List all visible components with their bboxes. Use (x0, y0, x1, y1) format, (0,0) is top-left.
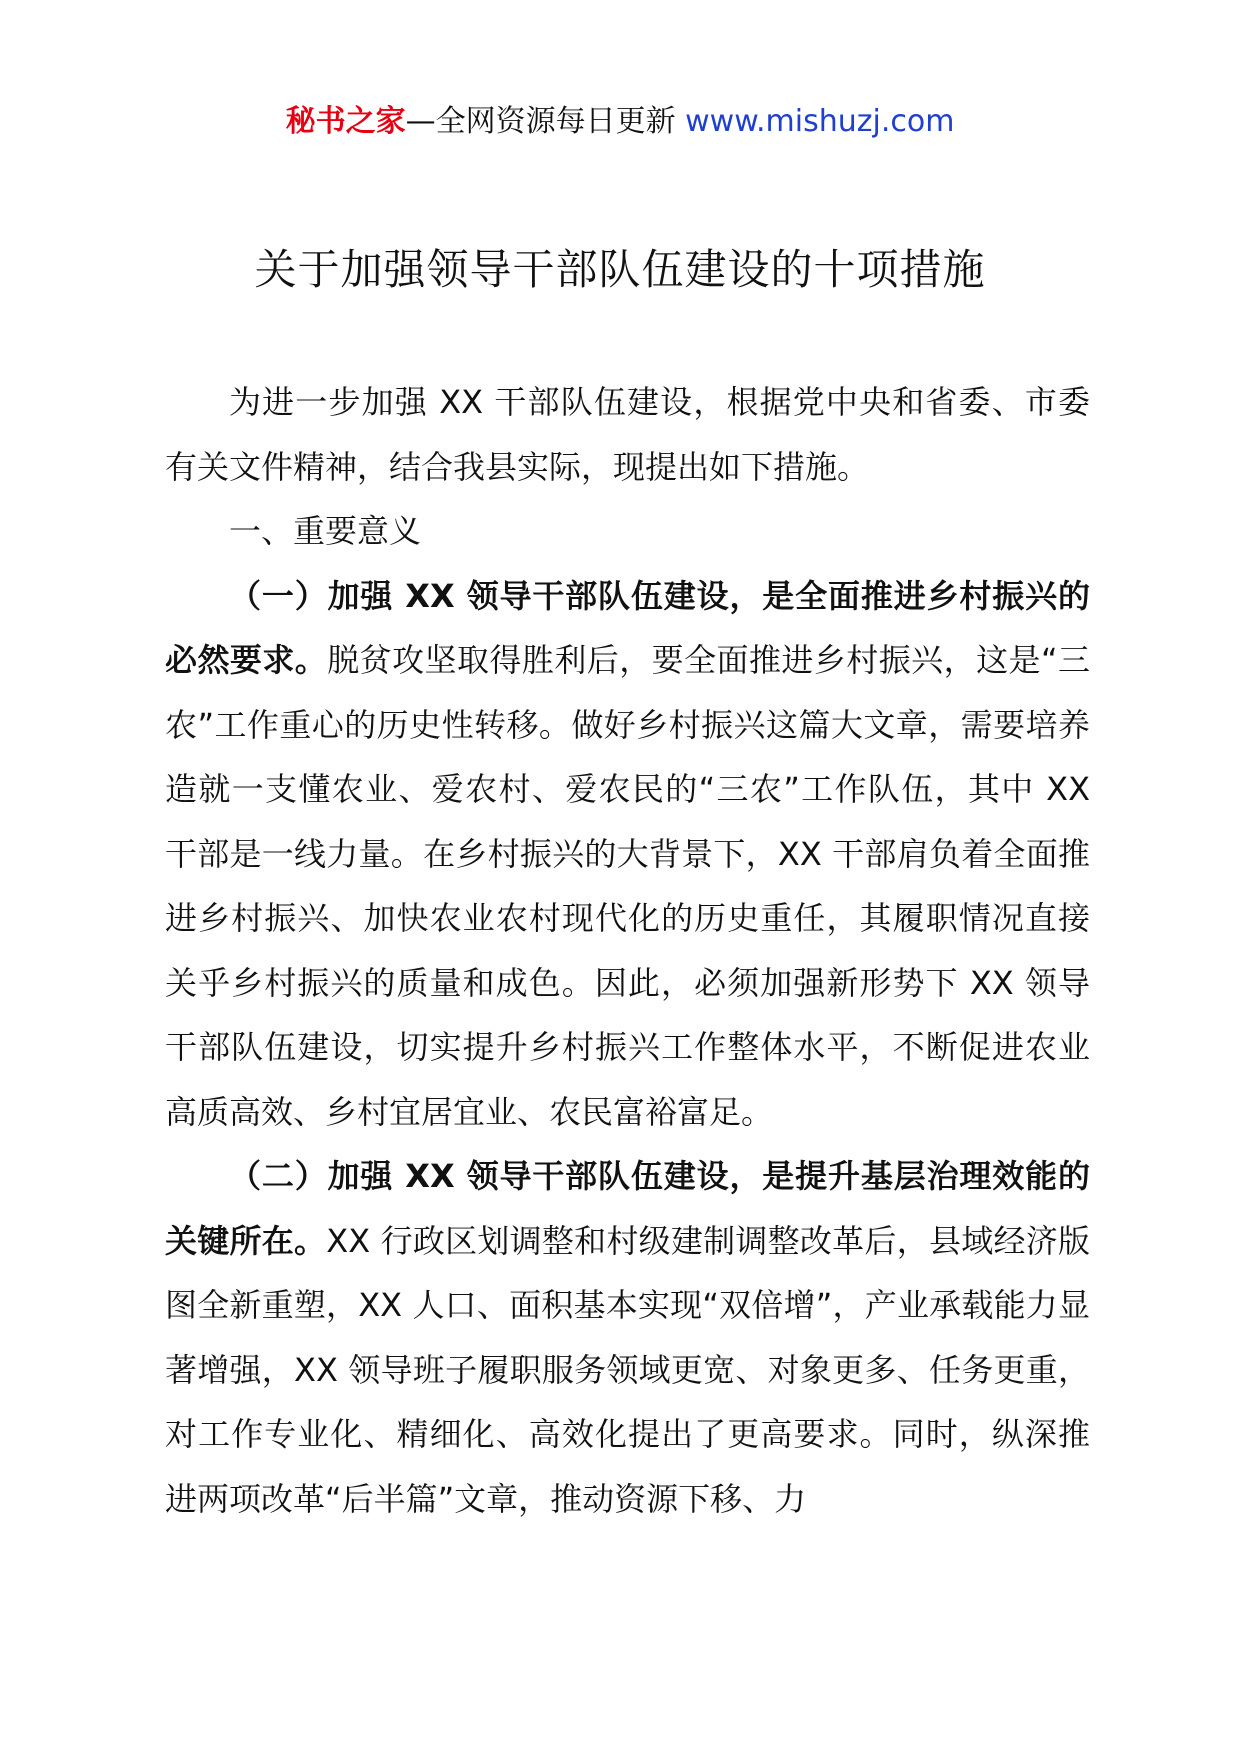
site-banner (0, 100, 1240, 144)
site-url-link[interactable]: www.mishuzj.com (685, 104, 955, 139)
document-body (165, 370, 1090, 1531)
point-2-body: XX 行政区划调整和村级建制调整改革后，县域经济版图全新重塑，XX 人口、面积基本实现“双倍增”，产业承载能力显著增强，XX 领导班子履职服务领域更宽、对象更多、任务更重，对工作专业化、精细化、高效化提出了更高要求。同时，纵深推进两项改革“后半篇”文章，推动资源下移、力 (165, 1221, 1090, 1518)
banner-tagline: —全网资源每日更新 (405, 104, 686, 139)
point-1-paragraph (165, 564, 1090, 1145)
intro-paragraph: 为进一步加强 XX 干部队伍建设，根据党中央和省委、市委有关文件精神，结合我县实际，现提出如下措施。 (165, 383, 1090, 486)
brand-name: 秘书之家 (285, 104, 406, 139)
point-2-paragraph (165, 1144, 1090, 1531)
section-heading: 一、重要意义 (229, 512, 422, 550)
point-1-lead: （一）加强 XX 领导干部队伍建设，是全面推进乡村振兴的必然要求。 (165, 576, 1090, 679)
point-2-lead: （二）加强 XX 领导干部队伍建设，是提升基层治理效能的关键所在。 (165, 1157, 1090, 1260)
point-1-body: 脱贫攻坚取得胜利后，要全面推进乡村振兴，这是“三农”工作重心的历史性转移。做好乡村振兴这篇大文章，需要培养造就一支懂农业、爱农村、爱农民的“三农”工作队伍，其中 XX 干部是一线力量。在乡村振兴的大背景下，XX 干部肩负着全面推进乡村振兴、加快农业农村现代化的历史重任，其履职情况直接关乎乡村振兴的质量和成色。因此，必须加强新形势下 XX 领导干部队伍建设，切实提升乡村振兴工作整体水平，不断促进农业高质高效、乡村宜居宜业、农民富裕富足。 (165, 641, 1090, 1131)
document-title: 关于加强领导干部队伍建设的十项措施 (254, 245, 986, 294)
